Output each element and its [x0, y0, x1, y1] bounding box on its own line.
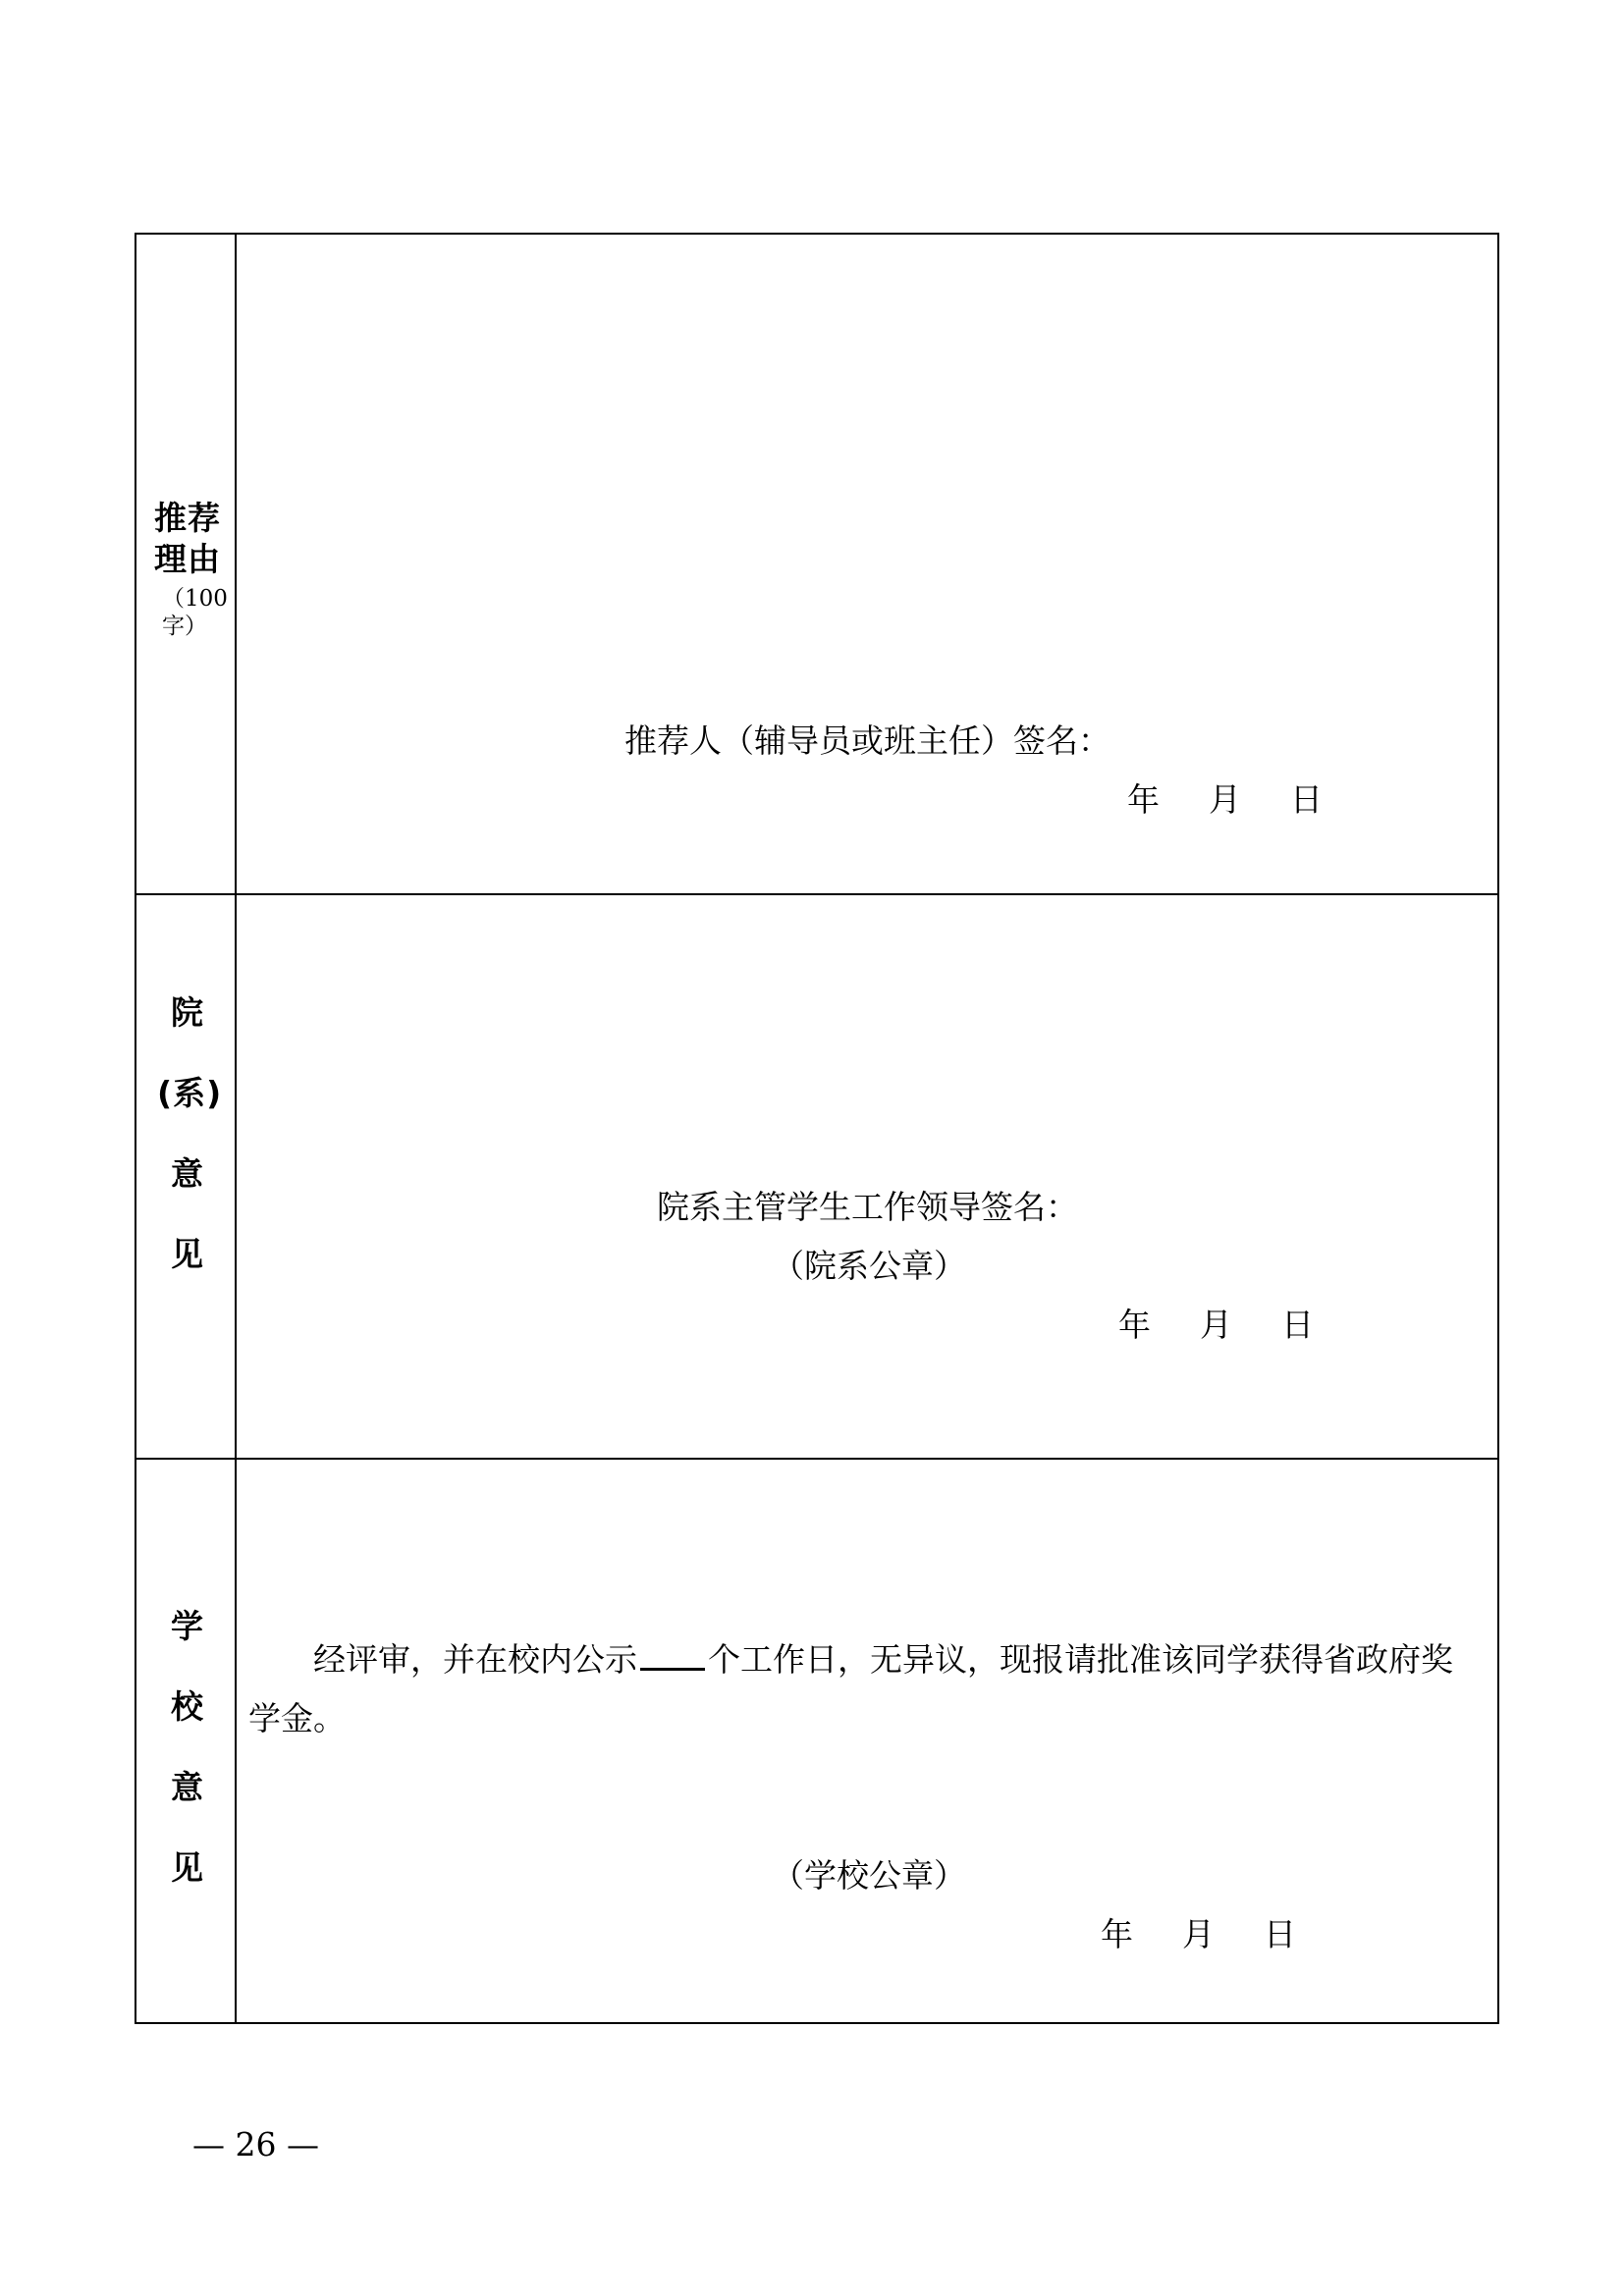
- recommender-signature-label: 推荐人（辅导员或班主任）签名：: [624, 721, 1110, 760]
- school-label-cell: [136, 1460, 237, 2022]
- recommendation-content-cell[interactable]: [237, 235, 1497, 893]
- recommendation-label-note1: （100: [162, 586, 228, 612]
- department-label-cell: [136, 895, 237, 1458]
- recommendation-label-cell: [136, 235, 237, 893]
- department-date-day: 日: [1281, 1306, 1314, 1344]
- recommendation-label-line1: 推荐: [154, 499, 221, 537]
- school-label-char-4: 见: [171, 1848, 204, 1887]
- recommendation-date-year: 年: [1127, 780, 1160, 819]
- department-date-year: 年: [1118, 1306, 1151, 1344]
- department-label-char-1: 院: [171, 993, 204, 1032]
- recommendation-date-month: 月: [1209, 780, 1241, 819]
- school-opinion-line-1: [313, 1634, 1453, 1681]
- school-date-day: 日: [1264, 1915, 1296, 1953]
- school-date-year: 年: [1101, 1915, 1133, 1953]
- school-content-cell[interactable]: [237, 1460, 1497, 2022]
- approval-form-table: [135, 233, 1499, 2024]
- school-label-char-1: 学: [171, 1607, 204, 1645]
- school-opinion-text-start: 经评审，并在校内公示: [313, 1640, 637, 1679]
- department-label-char-3: 意: [171, 1154, 204, 1193]
- recommendation-label-line2: 理由: [154, 540, 221, 578]
- recommendation-date-day: 日: [1290, 780, 1323, 819]
- recommendation-label-note2: 字）: [162, 614, 207, 639]
- school-opinion-line-2: 学金。: [248, 1699, 346, 1737]
- department-seal: （院系公章）: [772, 1247, 966, 1285]
- department-signature-label: 院系主管学生工作领导签名：: [657, 1188, 1078, 1226]
- recommendation-row: [136, 235, 1497, 895]
- school-label-char-3: 意: [171, 1768, 204, 1806]
- school-date-month: 月: [1182, 1915, 1215, 1953]
- department-content-cell[interactable]: [237, 895, 1497, 1458]
- department-label-char-4: 见: [171, 1235, 204, 1273]
- school-opinion-text-end: 个工作日，无异议，现报请批准该同学获得省政府奖: [708, 1640, 1453, 1679]
- school-label-char-2: 校: [171, 1687, 204, 1726]
- department-label-char-2: (系): [157, 1074, 223, 1112]
- department-date-month: 月: [1200, 1306, 1232, 1344]
- school-seal: （学校公章）: [772, 1856, 966, 1895]
- page-number: — 26 —: [192, 2125, 319, 2163]
- school-row: [136, 1460, 1497, 2022]
- department-row: [136, 895, 1497, 1460]
- public-notice-days-blank[interactable]: [640, 1638, 705, 1671]
